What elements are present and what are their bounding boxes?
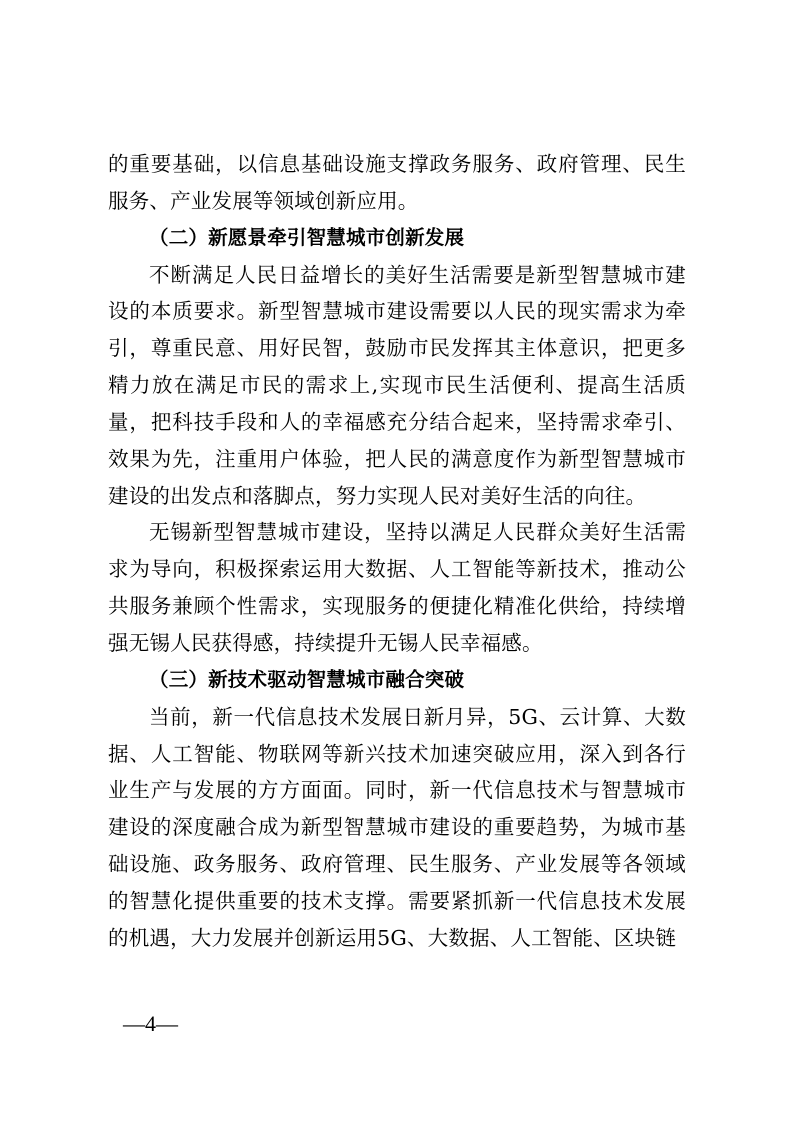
section-2-paragraph-2: 无锡新型智慧城市建设，坚持以满足人民群众美好生活需求为导向，积极探索运用大数据、人工智能等新技术，推动公共服务兼顾个性需求，实现服务的便捷化精准化供给，持续增强无锡人民获得感，持续提升无锡人民幸福感。	[108, 520, 686, 655]
page-number: —4—	[123, 1011, 178, 1036]
section-3-paragraph-1: 当前，新一代信息技术发展日新月异，5G、云计算、大数据、人工智能、物联网等新兴技术加速突破应用，深入到各行业生产与发展的方方面面。同时，新一代信息技术与智慧城市建设的深度融合成为新型智慧城市建设的重要趋势，为城市基础设施、政务服务、政府管理、民生服务、产业发展等各领域的智慧化提供重要的技术支撑。需要紧抓新一代信息技术发展的机遇，大力发展并创新运用5G、大数据、人工智能、区块链	[108, 704, 686, 950]
section-2-paragraph-1: 不断满足人民日益增长的美好生活需要是新型智慧城市建设的本质要求。新型智慧城市建设需要以人民的现实需求为牵引，尊重民意、用好民智，鼓励市民发挥其主体意识，把更多精力放在满足市民的需求上,实现市民生活便利、提高生活质量，把科技手段和人的幸福感充分结合起来，坚持需求牵引、效果为先，注重用户体验，把人民的满意度作为新型智慧城市建设的出发点和落脚点，努力实现人民对美好生活的向往。	[108, 262, 686, 508]
section-2-heading: （二）新愿景牵引智慧城市创新发展	[149, 225, 465, 249]
continuation-paragraph: 的重要基础，以信息基础设施支撑政务服务、政府管理、民生服务、产业发展等领域创新应用。	[108, 152, 686, 213]
section-3-heading: （三）新技术驱动智慧城市融合突破	[149, 667, 465, 691]
body-text	[108, 146, 686, 957]
